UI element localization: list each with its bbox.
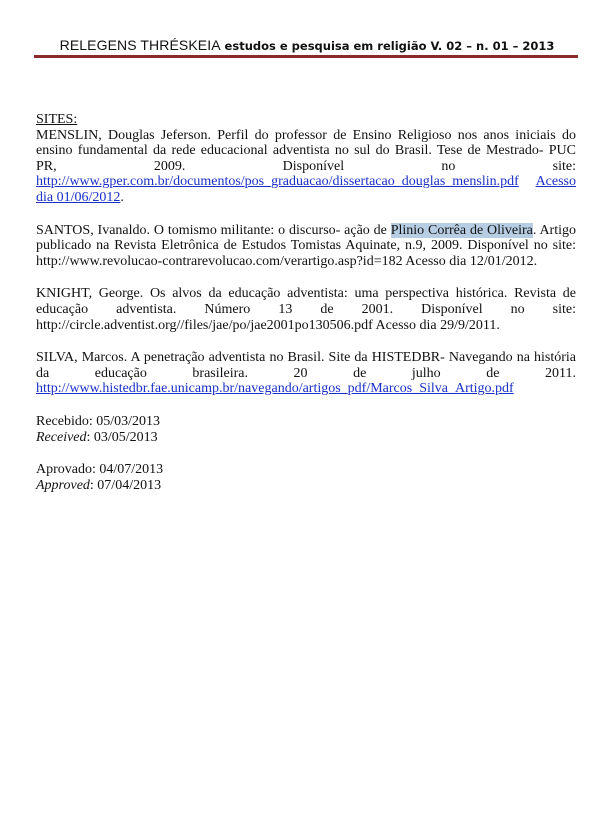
page-header [36,36,578,56]
reference-text: KNIGHT, George. Os alvos da educação adventista: uma perspectiva histórica. Revista de educação adventista. Número 13 de 2001. Disponível no site: http://circle.adventist.org//files/jae/po/jae2001po130506.pdf Acesso dia 29/9/2011. [36,286,576,333]
header-divider [34,55,578,58]
reference-link[interactable]: http://www.histedbr.fae.unicamp.br/navegando/artigos_pdf/Marcos_Silva_Artigo.pdf [36,381,514,397]
received-en-date: : 03/05/2013 [86,429,158,445]
reference-silva [36,350,576,397]
reference-text: SANTOS, Ivanaldo. O tomismo militante: o discurso- ação de [36,222,391,238]
reference-end: . [120,189,124,205]
sites-heading: SITES: [36,112,78,127]
journal-name: RELEGENS THRÉSKEIA [59,37,221,53]
journal-issue: estudos e pesquisa em religião V. 02 – n. 01 – 2013 [224,39,555,53]
reference-access-link[interactable]: Acesso dia 01/06/2012 [36,174,576,205]
received-block [36,414,576,445]
approved-line [36,462,576,478]
reference-santos [36,223,576,270]
approved-en-label: Approved [36,477,90,493]
received-en-line [36,430,576,446]
approved-date: 04/07/2013 [99,462,164,478]
received-date: 05/03/2013 [96,413,161,429]
received-line [36,414,576,430]
approved-en-line [36,478,576,494]
reference-text: MENSLIN, Douglas Jeferson. Perfil do professor de Ensino Religioso nos anos iniciais do ensino fundamental da rede educacional adventista no sul do Brasil. Tese de Mestrado- PUC PR, 2009. Disponível no site: [36,127,576,174]
reference-menslin [36,128,576,206]
approved-en-date: : 07/04/2013 [89,477,162,493]
highlighted-text[interactable]: Plinio Corrêa de Oliveira [390,222,533,238]
reference-text-rest: . Artigo publicado na Revista Eletrônica de Estudos Tomistas Aquinate, n.9, 2009. Disponível no site: http://www.revolucao-contrarevolucao.com/verartigo.asp?id=182 Acesso dia 12/01/2012. [36,222,576,269]
document-body [36,112,576,510]
approved-label: Aprovado: [36,462,96,478]
received-en-label: Received [36,429,87,445]
reference-link[interactable]: http://www.gper.com.br/documentos/pos_graduacao/dissertacao_douglas_menslin.pdf [36,174,519,190]
reference-text: SILVA, Marcos. A penetração adventista no Brasil. Site da HISTEDBR- Navegando na história da educação brasileira. 20 de julho de 2011. [36,350,576,381]
received-label: Recebido: [36,413,93,429]
approved-block [36,462,576,493]
reference-knight [36,286,576,333]
